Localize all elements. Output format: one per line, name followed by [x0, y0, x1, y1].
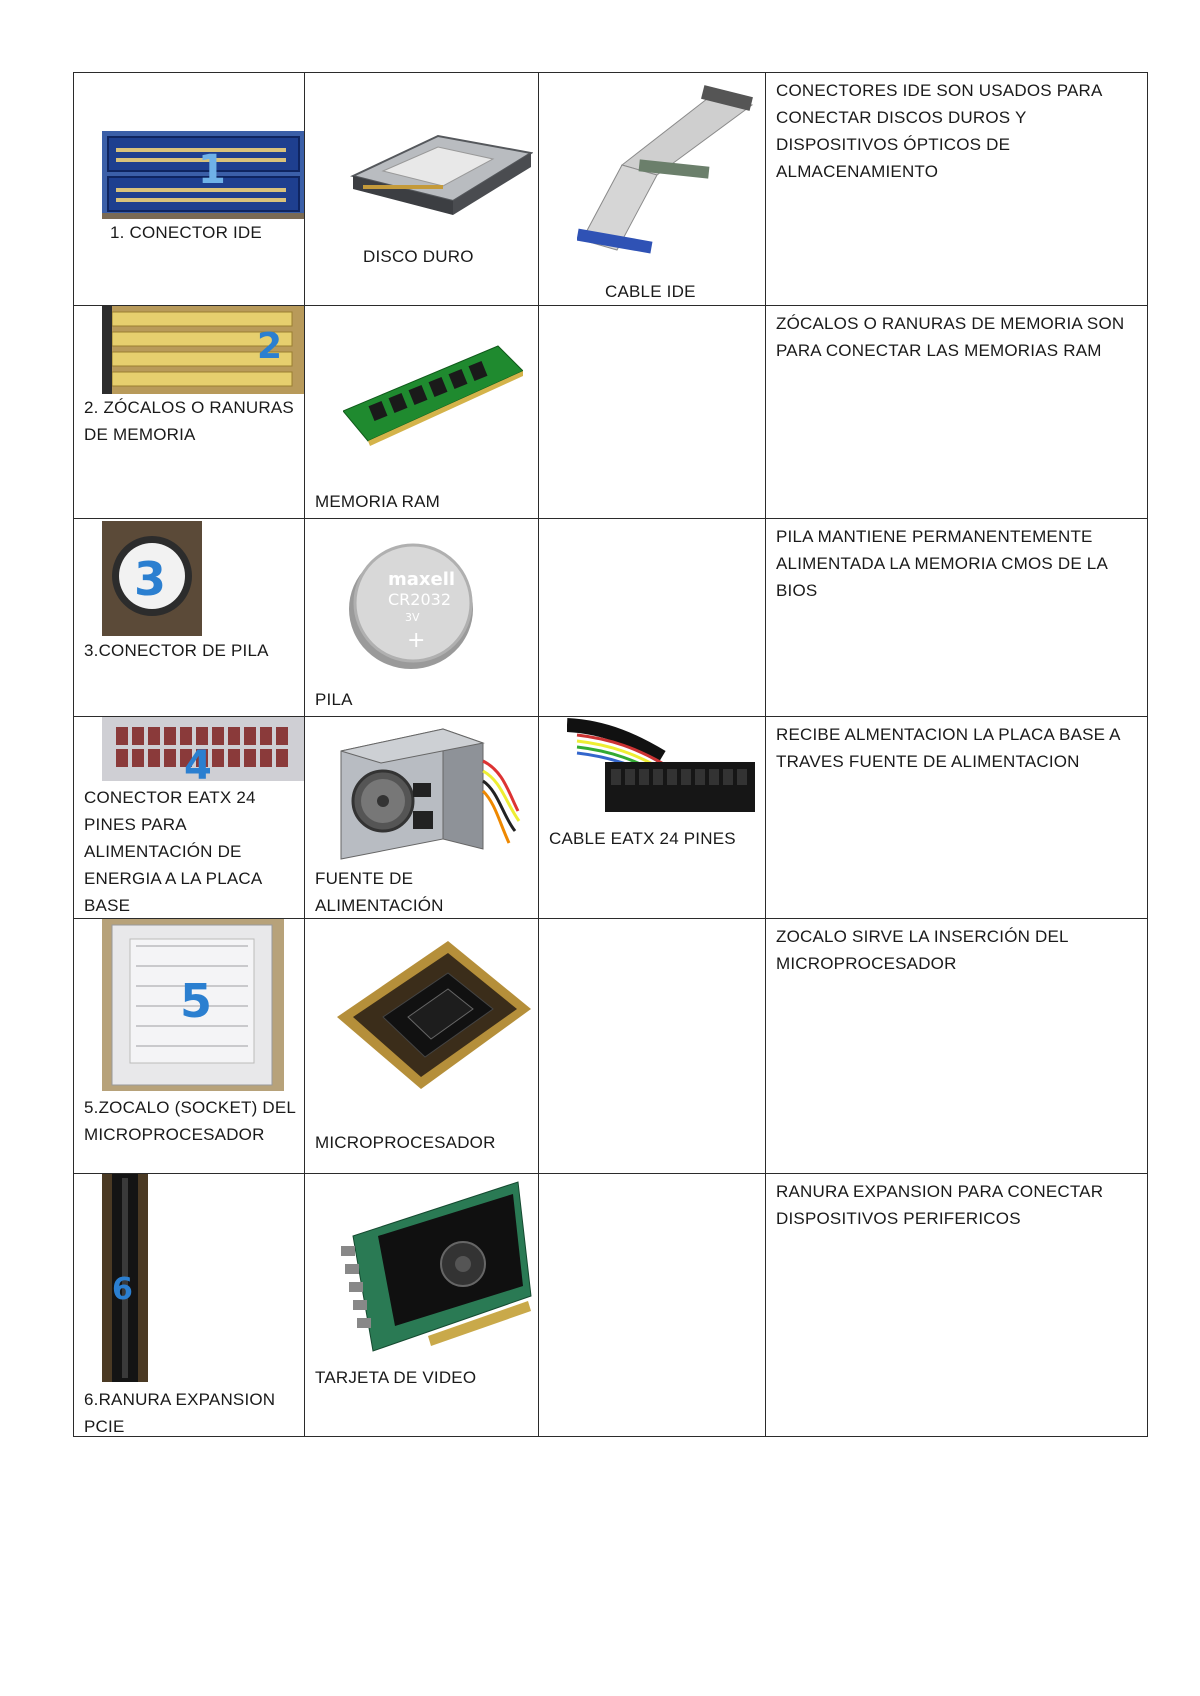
badge-number: 4 — [184, 743, 212, 781]
battery-brand: maxell — [388, 569, 456, 590]
badge-number: 5 — [180, 974, 213, 1028]
table-row — [74, 519, 1148, 717]
connector-cell — [74, 519, 305, 717]
cpu-socket-image — [102, 919, 284, 1091]
component-label: PILA — [315, 690, 353, 709]
component-label: FUENTE DE ALIMENTACIÓN — [315, 869, 444, 915]
table-row — [74, 306, 1148, 519]
components-table — [73, 72, 1148, 1437]
description-cell — [766, 519, 1148, 717]
description-text: RANURA EXPANSION PARA CONECTAR DISPOSITIVOS PERIFERICOS — [776, 1182, 1104, 1228]
microprocessor-image — [333, 937, 533, 1097]
connector-label: 1. CONECTOR IDE — [110, 223, 262, 242]
cable-cell — [539, 1174, 766, 1437]
coin-battery-image — [333, 527, 483, 677]
component-label: MEMORIA RAM — [315, 492, 440, 511]
connector-label: 6.RANURA EXPANSION PCIE — [84, 1390, 276, 1436]
cable-label: CABLE IDE — [605, 282, 696, 301]
connector-label: 5.ZOCALO (SOCKET) DEL MICROPROCESADOR — [84, 1098, 296, 1144]
hard-drive-image — [343, 131, 533, 221]
badge-number: 6 — [112, 1272, 133, 1307]
description-text: CONECTORES IDE SON USADOS PARA CONECTAR DISCOS DUROS Y DISPOSITIVOS ÓPTICOS DE ALMACENAMIENTO — [776, 81, 1102, 181]
component-cell — [305, 919, 539, 1174]
connector-cell — [74, 1174, 305, 1437]
table-row — [74, 717, 1148, 919]
cable-cell — [539, 73, 766, 306]
component-cell — [305, 519, 539, 717]
battery-voltage: 3V — [405, 611, 420, 624]
cable-cell — [539, 306, 766, 519]
cable-label: CABLE EATX 24 PINES — [549, 829, 736, 848]
pcie-slot-image — [102, 1174, 148, 1382]
description-cell — [766, 1174, 1148, 1437]
cable-cell — [539, 519, 766, 717]
component-label: TARJETA DE VIDEO — [315, 1368, 477, 1387]
graphics-card-image — [333, 1176, 533, 1361]
description-text: RECIBE ALMENTACION LA PLACA BASE A TRAVES FUENTE DE ALIMENTACION — [776, 725, 1120, 771]
component-cell — [305, 1174, 539, 1437]
connector-label: 3.CONECTOR DE PILA — [84, 641, 269, 660]
component-cell — [305, 306, 539, 519]
eatx-connector-image — [102, 717, 305, 781]
description-text: PILA MANTIENE PERMANENTEMENTE ALIMENTADA LA MEMORIA CMOS DE LA BIOS — [776, 527, 1108, 600]
table-row — [74, 919, 1148, 1174]
battery-model: CR2032 — [388, 590, 452, 609]
description-text: ZÓCALOS O RANURAS DE MEMORIA SON PARA CONECTAR LAS MEMORIAS RAM — [776, 314, 1125, 360]
eatx-cable-image — [567, 717, 762, 822]
description-text: ZOCALO SIRVE LA INSERCIÓN DEL MICROPROCESADOR — [776, 927, 1069, 973]
cable-cell — [539, 919, 766, 1174]
ide-connector-image — [102, 131, 305, 219]
table-row — [74, 73, 1148, 306]
component-cell — [305, 73, 539, 306]
badge-number: 2 — [257, 326, 283, 367]
connector-cell — [74, 717, 305, 919]
component-cell — [305, 717, 539, 919]
badge-number: 3 — [134, 552, 167, 606]
component-label: DISCO DURO — [363, 247, 474, 266]
connector-label: CONECTOR EATX 24 PINES PARA ALIMENTACIÓN DE ENERGIA A LA PLACA BASE — [84, 788, 262, 915]
ram-module-image — [343, 341, 523, 451]
description-cell — [766, 73, 1148, 306]
description-cell — [766, 717, 1148, 919]
cable-cell — [539, 717, 766, 919]
description-cell — [766, 919, 1148, 1174]
connector-cell — [74, 73, 305, 306]
memory-slot-image — [102, 306, 305, 394]
component-label: MICROPROCESADOR — [315, 1133, 496, 1152]
svg-text:+: + — [407, 628, 426, 653]
connector-label: 2. ZÓCALOS O RANURAS DE MEMORIA — [84, 398, 294, 444]
description-cell — [766, 306, 1148, 519]
badge-number: 1 — [198, 147, 226, 193]
connector-cell — [74, 919, 305, 1174]
connector-cell — [74, 306, 305, 519]
power-supply-image — [333, 721, 523, 861]
battery-connector-image — [102, 521, 202, 636]
ide-cable-image — [577, 85, 757, 270]
table-row — [74, 1174, 1148, 1437]
